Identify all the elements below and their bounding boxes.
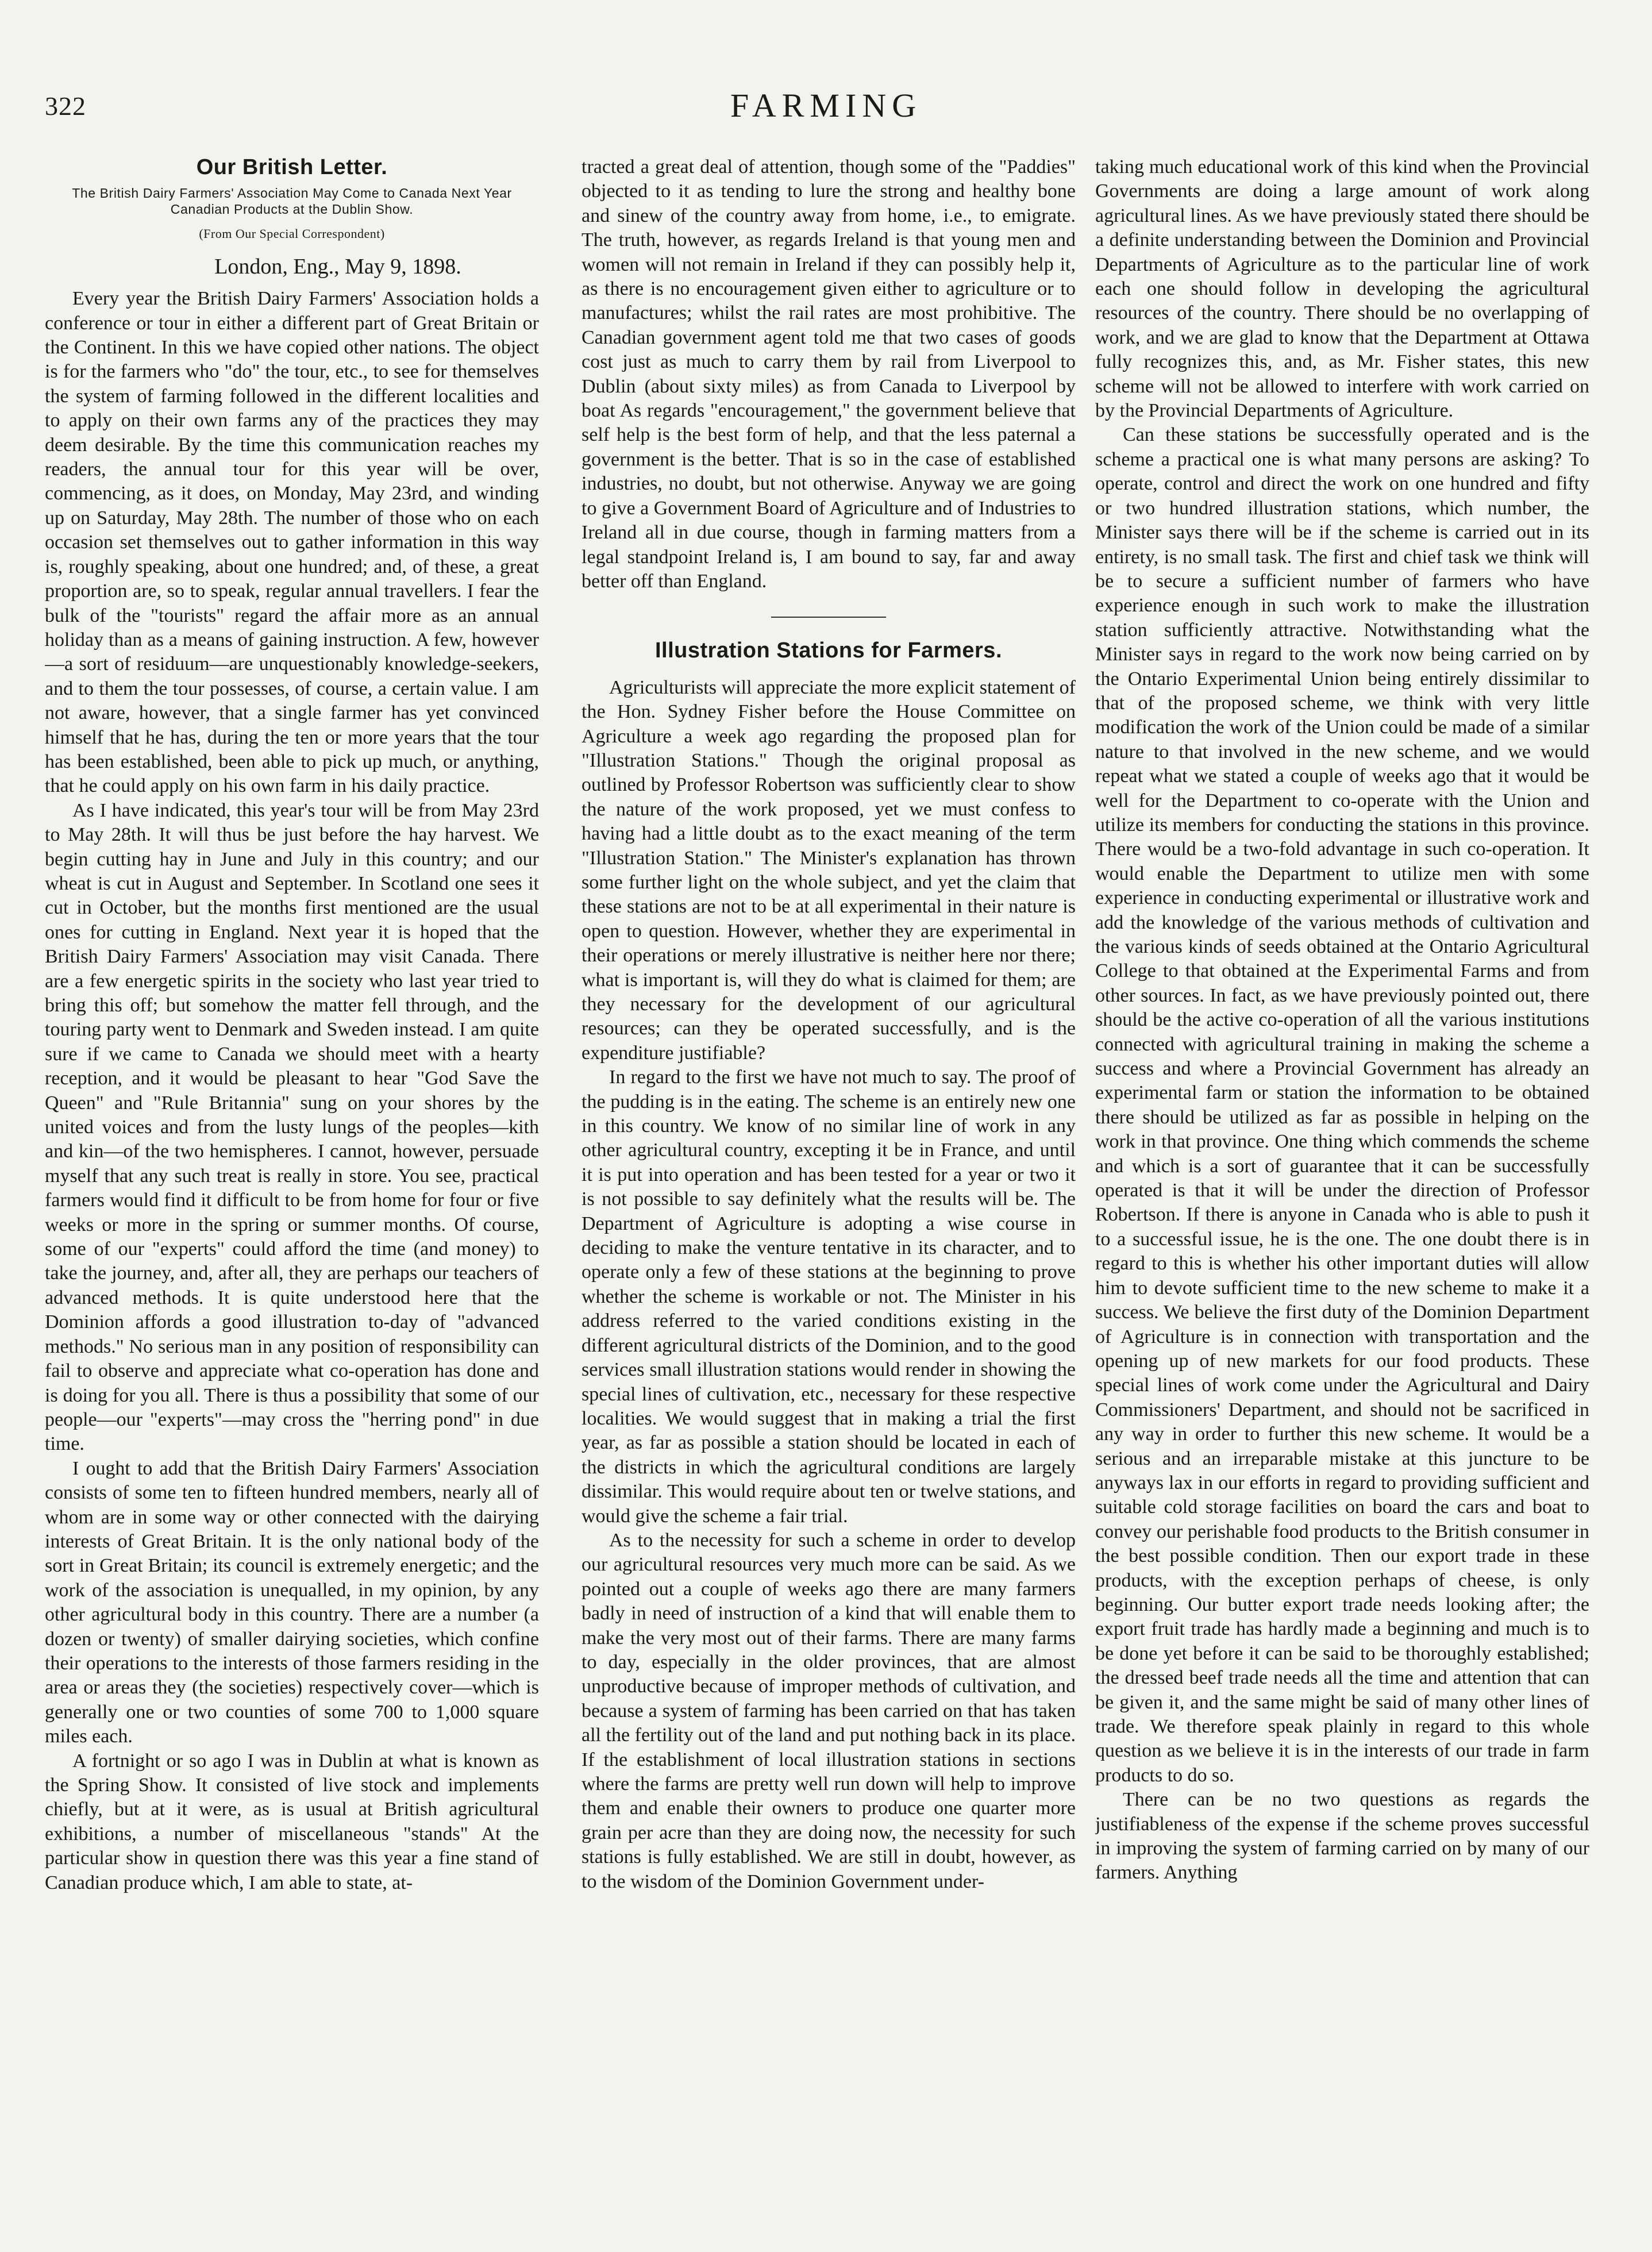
paragraph: Can these stations be successfully operated and is the scheme a practical one is what many persons are asking? To operate, control and direct the work on one hundred and fifty or two hundred illustration stations, which number, the Minister says there will be if the scheme is carried out in its entirety, is no small task. The first and chief task we think will be to secure a sufficient number of farmers who have experience enough in such work to make the illustration station sufficiently attractive. Notwithstanding what the Minister says in regard to the work now being carried on by the Ontario Experimental Union being entirely dissimilar to that of the proposed scheme, we think with very little modification the work of the Union could be made of a similar nature to that involved in the new scheme, and we would repeat what we stated a couple of weeks ago that it would be well for the Department to co-operate with the Union and utilize its members for conducting the stations in this province. There would be a two-fold advantage in such co-operation. It would enable the Department to utilize men with some experience in conducting experimental or illustrative work and add the knowledge of the various methods of cultivation and the various kinds of seeds obtained at the Ontario Agricultural College to that obtained at the Experimental Farms and from other sources. In fact, as we have previously pointed out, there should be the active co-operation of all the various institutions connected with agricultural training in making the scheme a success and where a Provincial Government has already an experimental farm or station the information to be obtained there should be utilized as far as possible in helping on the work in that province. One thing which commends the scheme and which is a sort of guarantee that it can be successfully operated is that it will be under the direction of Professor Robertson. If there is anyone in Canada who is able to push it to a successful issue, he is the one. The one doubt there is in regard to this is whether his other important duties will allow him to devote sufficient time to the new scheme to make it a success. We believe the first duty of the Dominion Department of Agriculture is in connection with transportation and the opening up of new markets for our food products. These special lines of work come under the Agricultural and Dairy Commissioners' Department, and should not be sacrificed in any way in order to further this new scheme. It would be a serious and an irreparable mistake at this juncture to be anyways lax in our efforts in regard to providing sufficient and suitable cold storage facilities on board the cars and boat to convey our perishable food products to the British consumer in the best possible condition. Then our export trade in these products, with the exception perhaps of cheese, is only beginning. Our butter export trade needs looking after; the export fruit trade has hardly made a beginning and much is to be done yet before it can be said to be thoroughly established; the dressed beef trade needs all the time and attention that can be given it, and the same might be said of many other lines of trade. We therefore speak plainly in regard to this whole question as we believe it is in the interests of our trade in farm products to do so. [1095,424,1589,1786]
paragraph: I ought to add that the British Dairy Farmers' Association consists of some ten to fifteen hundred members, nearly all of whom are in some way or other connected with the dairying interests of Great Britain. It is the only national body of the sort in Great Britain; its council is extremely energetic; and the work of the association is unequalled, in my opinion, by any other agricultural body in this country. There are a number (a dozen or twenty) of smaller dairying societies, which confine their operations to the interests of those farmers residing in the area or areas they (the societies) respectively cover—which is generally one or two counties of some 700 to 1,000 square miles each. [45,1457,539,1747]
paragraph: In regard to the first we have not much to say. The proof of the pudding is in the eating. The scheme is an entirely new one in this country. We know of no similar line of work in any other agricultural country, excepting it be in France, and until it is put into operation and has been tested for a year or two it is not possible to say definitely what the results will be. The Department of Agriculture is adopting a wise course in deciding to make the venture tentative in its character, and to operate only a few of these stations at the beginning to prove whether the scheme is workable or not. The Minister in his address referred to the varied conditions existing in the different agricultural districts of the Dominion, and to the good services small illustration stations would render in showing the special lines of cultivation, etc., necessary for these respective localities. We would suggest that in making a trial the first year, as far as possible a station should be located in each of the districts in which the agricultural conditions are largely dissimilar. This would require about ten or twelve stations, and would give the scheme a fair trial. [582,1067,1076,1527]
paragraph: A fortnight or so ago I was in Dublin at what is known as the Spring Show. It consisted of live stock and implements chiefly, but at it were, as is usual at British agricultural exhibitions, a number of miscellaneous "stands" At the particular show in question there was this year a fine stand of Canadian produce which, I am able to state, at- [45,1750,539,1893]
column-2 [582,155,1076,2230]
paragraph: There can be no two questions as regards the justifiableness of the expense if the scheme proves successful in improving the system of farming carried on by many of our farmers. Anything [1095,1789,1589,1884]
paragraph: As to the necessity for such a scheme in order to develop our agricultural resources very much more can be said. As we pointed out a couple of weeks ago there are many farmers badly in need of instruction of a kind that will enable them to make the very most out of their farms. There are many farms to day, especially in the older provinces, that are almost unproductive because of improper methods of cultivation, and because a system of farming has been carried on that has taken all the fertility out of the land and put nothing back in its place. If the establishment of local illustration stations in sections where the farms are pretty well run down will help to improve them and enable their owners to produce one quarter more grain per acre than they are doing now, the necessity for such stations is fully established. We are still in doubt, however, as to the wisdom of the Dominion Government under- [582,1529,1076,1892]
paragraph: Every year the British Dairy Farmers' Association holds a conference or tour in either a different part of Great Britain or the Continent. In this we have copied other nations. The object is for the farmers who "do" the tour, etc., to see for themselves the system of farming followed in the different localities and to apply on their own farms any of the practices they may deem desirable. By the time this communication reaches my readers, the annual tour for this year will be over, commencing, as it does, on Monday, May 23rd, and winding up on Saturday, May 28th. The number of those who on each occasion set themselves out to gather information in this way is, roughly speaking, about one hundred; and, of these, a great proportion are, so to speak, regular annual travellers. I fear the bulk of the "tourists" regard the affair more as an annual holiday than as a means of gaining instruction. A few, however—a sort of residuum—are unquestionably knowledge-seekers, and to them the tour possesses, of course, a certain value. I am not aware, however, that a single farmer has yet convinced himself that he has, during the ten or more years that the tour has been established, been able to pick up much, or anything, that he could apply on his own farm in his daily practice. [45,288,539,797]
article-title-illustration-stations: Illustration Stations for Farmers. [655,638,1002,663]
article-dateline: London, Eng., May 9, 1898. [214,254,461,279]
page-number: 322 [45,91,86,121]
paragraph: Agriculturists will appreciate the more explicit statement of the Hon. Sydney Fisher before the House Committee on Agriculture a week ago regarding the proposed plan for "Illustration Stations." Though the original proposal as outlined by Professor Robertson was sufficiently clear to show the nature of the work proposed, yet we must confess to having had a little doubt as to the exact meaning of the term "Illustration Station." The Minister's explanation has thrown some further light on the whole subject, and yet the claim that these stations are not to be at all experimental in their nature is open to question. However, whether they are experimental in their operations or merely illustrative is neither here nor there; what is important is, will they do what is claimed for them; are they necessary for the development of our agricultural resources; can they be operated successfully, and is the expenditure justifiable? [582,676,1076,1064]
article-subhead: The British Dairy Farmers' Association May Come to Canada Next Year Canadian Products at the Dublin Show. [72,186,512,217]
paragraph-continued: taking much educational work of this kind when the Provincial Governments are doing a large amount of work along agricultural lines. As we have previously stated there should be a definite understanding between the Dominion and Provincial Departments of Agriculture as to the particular line of work each one should follow in developing the agricultural resources of the country. There should be no overlapping of work, and we are glad to know that the Department at Ottawa fully recognizes this, and, as Mr. Fisher states, this new scheme will not be allowed to interfere with work carried on by the Provincial Departments of Agriculture. [1095,156,1589,422]
masthead: FARMING [730,87,922,124]
article-title-british-letter: Our British Letter. [196,155,388,179]
divider [771,617,886,618]
column-1 [45,155,539,2230]
column-3 [1095,155,1589,2230]
article-credit: (From Our Special Correspondent) [199,226,385,241]
paragraph-continued: tracted a great deal of attention, though some of the "Paddies" objected to it as tending to lure the strong and healthy bone and sinew of the country away from home, i.e., to emigrate. The truth, however, as regards Ireland is that young men and women will not remain in Ireland if they can possibly help it, as there is no encouragement given either to agriculture or to manufactures; whilst the rail rates are most prohibitive. The Canadian government agent told me that two cases of goods cost just as much to carry them by rail from Liverpool to Dublin (about sixty miles) as from Canada to Liverpool by boat As regards "encouragement," the government believe that self help is the best form of help, and that the less paternal a government is the better. That is so in the case of established industries, no doubt, but not otherwise. Anyway we are going to give a Government Board of Agriculture and of Industries to Ireland all in due course, though in farming matters from a legal standpoint Ireland is, I am bound to say, far and away better off than England. [582,156,1076,592]
paragraph: As I have indicated, this year's tour will be from May 23rd to May 28th. It will thus be just before the hay harvest. We begin cutting hay in June and July in this country; and our wheat is cut in August and September. In Scotland one sees it cut in October, but the months first mentioned are the usual ones for cutting in England. Next year it is hoped that the British Dairy Farmers' Association may visit Canada. There are a few energetic spirits in the society who last year tried to bring this off; but somehow the matter fell through, and the touring party went to Denmark and Sweden instead. I am quite sure if we came to Canada we should meet with a hearty reception, and it would be pleasant to hear "God Save the Queen" and "Rule Britannia" sung on your shores by the united voices and from the lusty lungs of the peoples—kith and kin—of the two hemispheres. I cannot, however, persuade myself that any such treat is really in store. You see, practical farmers would find it difficult to be from home for four or five weeks or more in the spring or summer months. Of course, some of our "experts" could afford the time (and money) to take the journey, and, after all, they are perhaps our teachers of advanced methods. It is quite understood here that the Dominion affords a good illustration to-day of "advanced methods." No serious man in any position of responsibility can fail to observe and appreciate what co-operation has done and is doing for you all. There is thus a possibility that some of our people—our "experts"—may cross the "herring pond" in due time. [45,799,539,1455]
